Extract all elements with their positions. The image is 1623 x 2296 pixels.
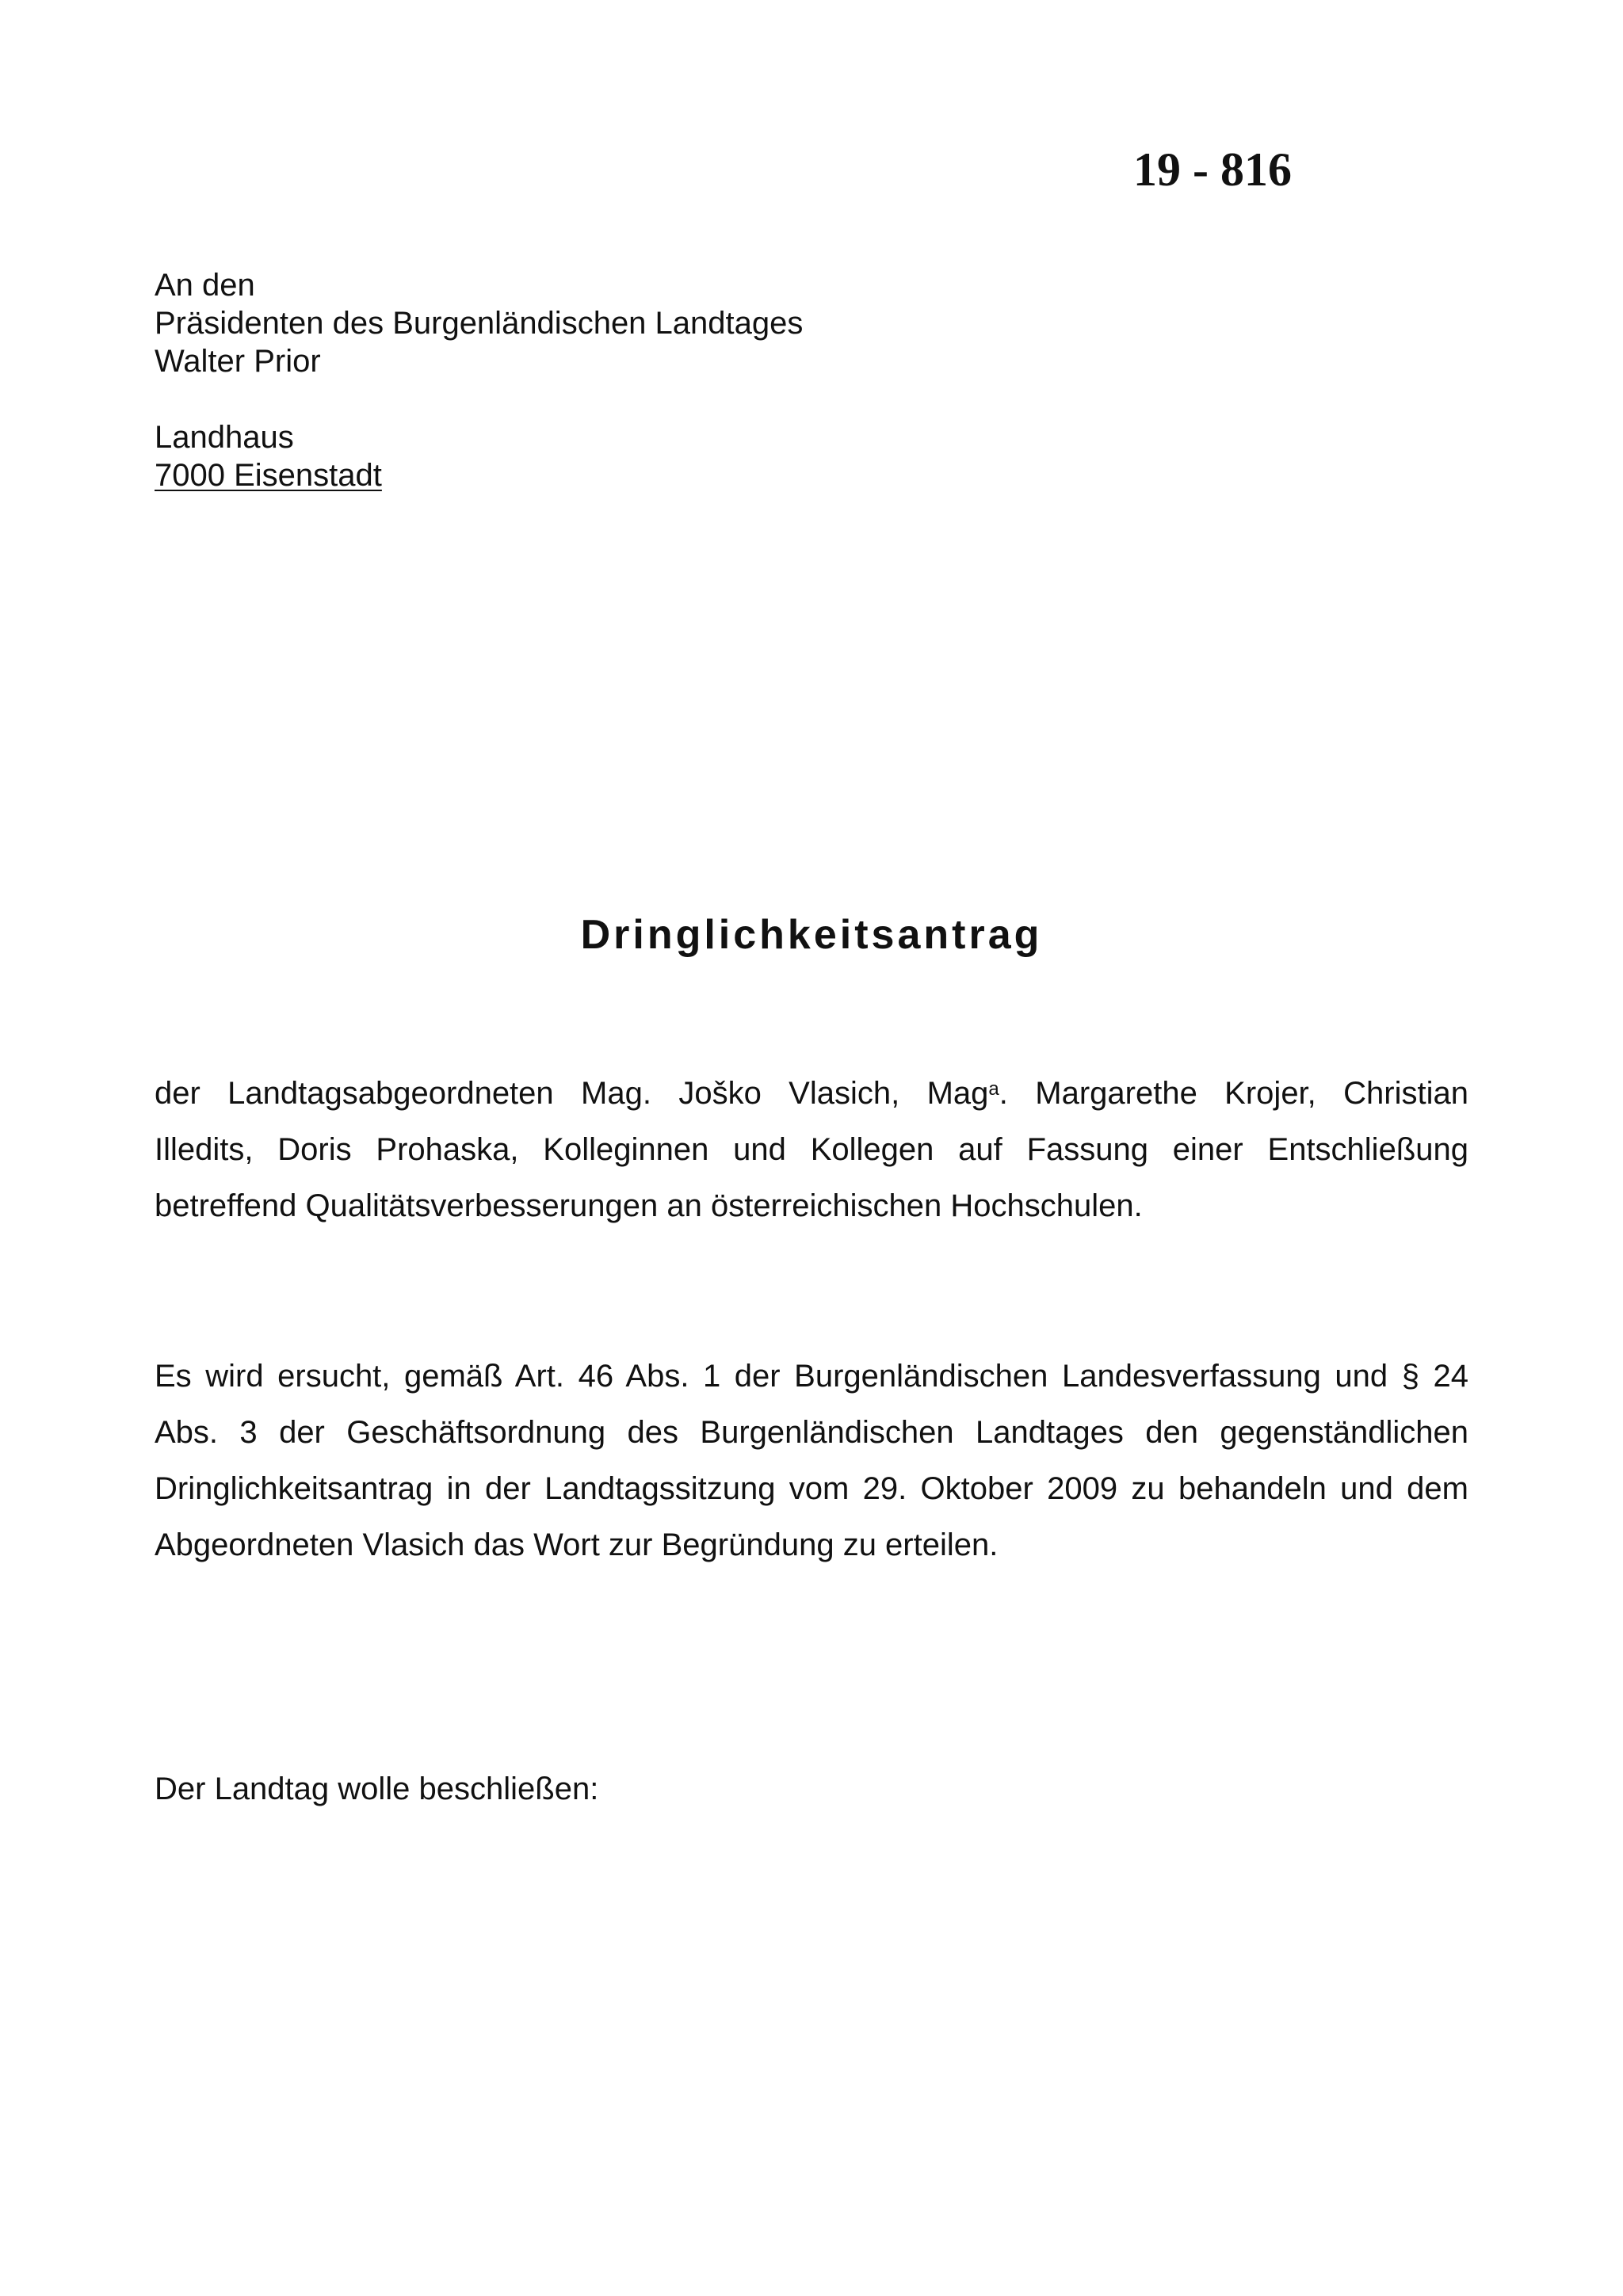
address-city-text: 7000 Eisenstadt [155, 458, 382, 493]
resolution-intro [155, 1761, 1468, 1817]
applicants-paragraph [155, 1066, 1468, 1234]
request-row-3: Dringlichkeitsantrag in der Landtagssitzung vom 29. Oktober 2009 zu behandeln und dem [155, 1471, 1468, 1506]
applicants-row-1-continuation: . Margarethe Krojer, Christian [999, 1076, 1468, 1111]
resolution-intro-text: Der Landtag wolle beschließen: [155, 1772, 599, 1806]
request-row-4: Abgeordneten Vlasich das Wort zur Begründung zu erteilen. [155, 1527, 999, 1562]
address-line-building: Landhaus [155, 420, 294, 455]
address-line-city [155, 456, 803, 494]
address-spacer [155, 380, 803, 418]
applicants-row-2: Illedits, Doris Prohaska, Kolleginnen und Kollegen auf Fassung einer Entschließung [155, 1132, 1468, 1167]
applicants-row-1 [155, 1066, 1468, 1122]
document-title: Dringlichkeitsantrag [580, 912, 1043, 958]
address-line-recipient-name: Walter Prior [155, 344, 321, 379]
document-number: 19 - 816 [1133, 143, 1292, 196]
applicants-row-1-text: der Landtagsabgeordneten Mag. Joško Vlasich, Mag [155, 1076, 989, 1111]
superscript-a: a [988, 1078, 999, 1100]
address-line-recipient-title: Präsidenten des Burgenländischen Landtages [155, 306, 804, 341]
request-row-1: Es wird ersucht, gemäß Art. 46 Abs. 1 der Burgenländischen Landesverfassung und § 24 [155, 1359, 1468, 1394]
address-line-salutation: An den [155, 268, 255, 303]
request-row-2: Abs. 3 der Geschäftsordnung des Burgenländischen Landtages den gegenständlichen [155, 1415, 1468, 1450]
request-paragraph [155, 1348, 1468, 1573]
applicants-row-3: betreffend Qualitätsverbesserungen an österreichischen Hochschulen. [155, 1188, 1143, 1223]
recipient-address [155, 266, 803, 494]
